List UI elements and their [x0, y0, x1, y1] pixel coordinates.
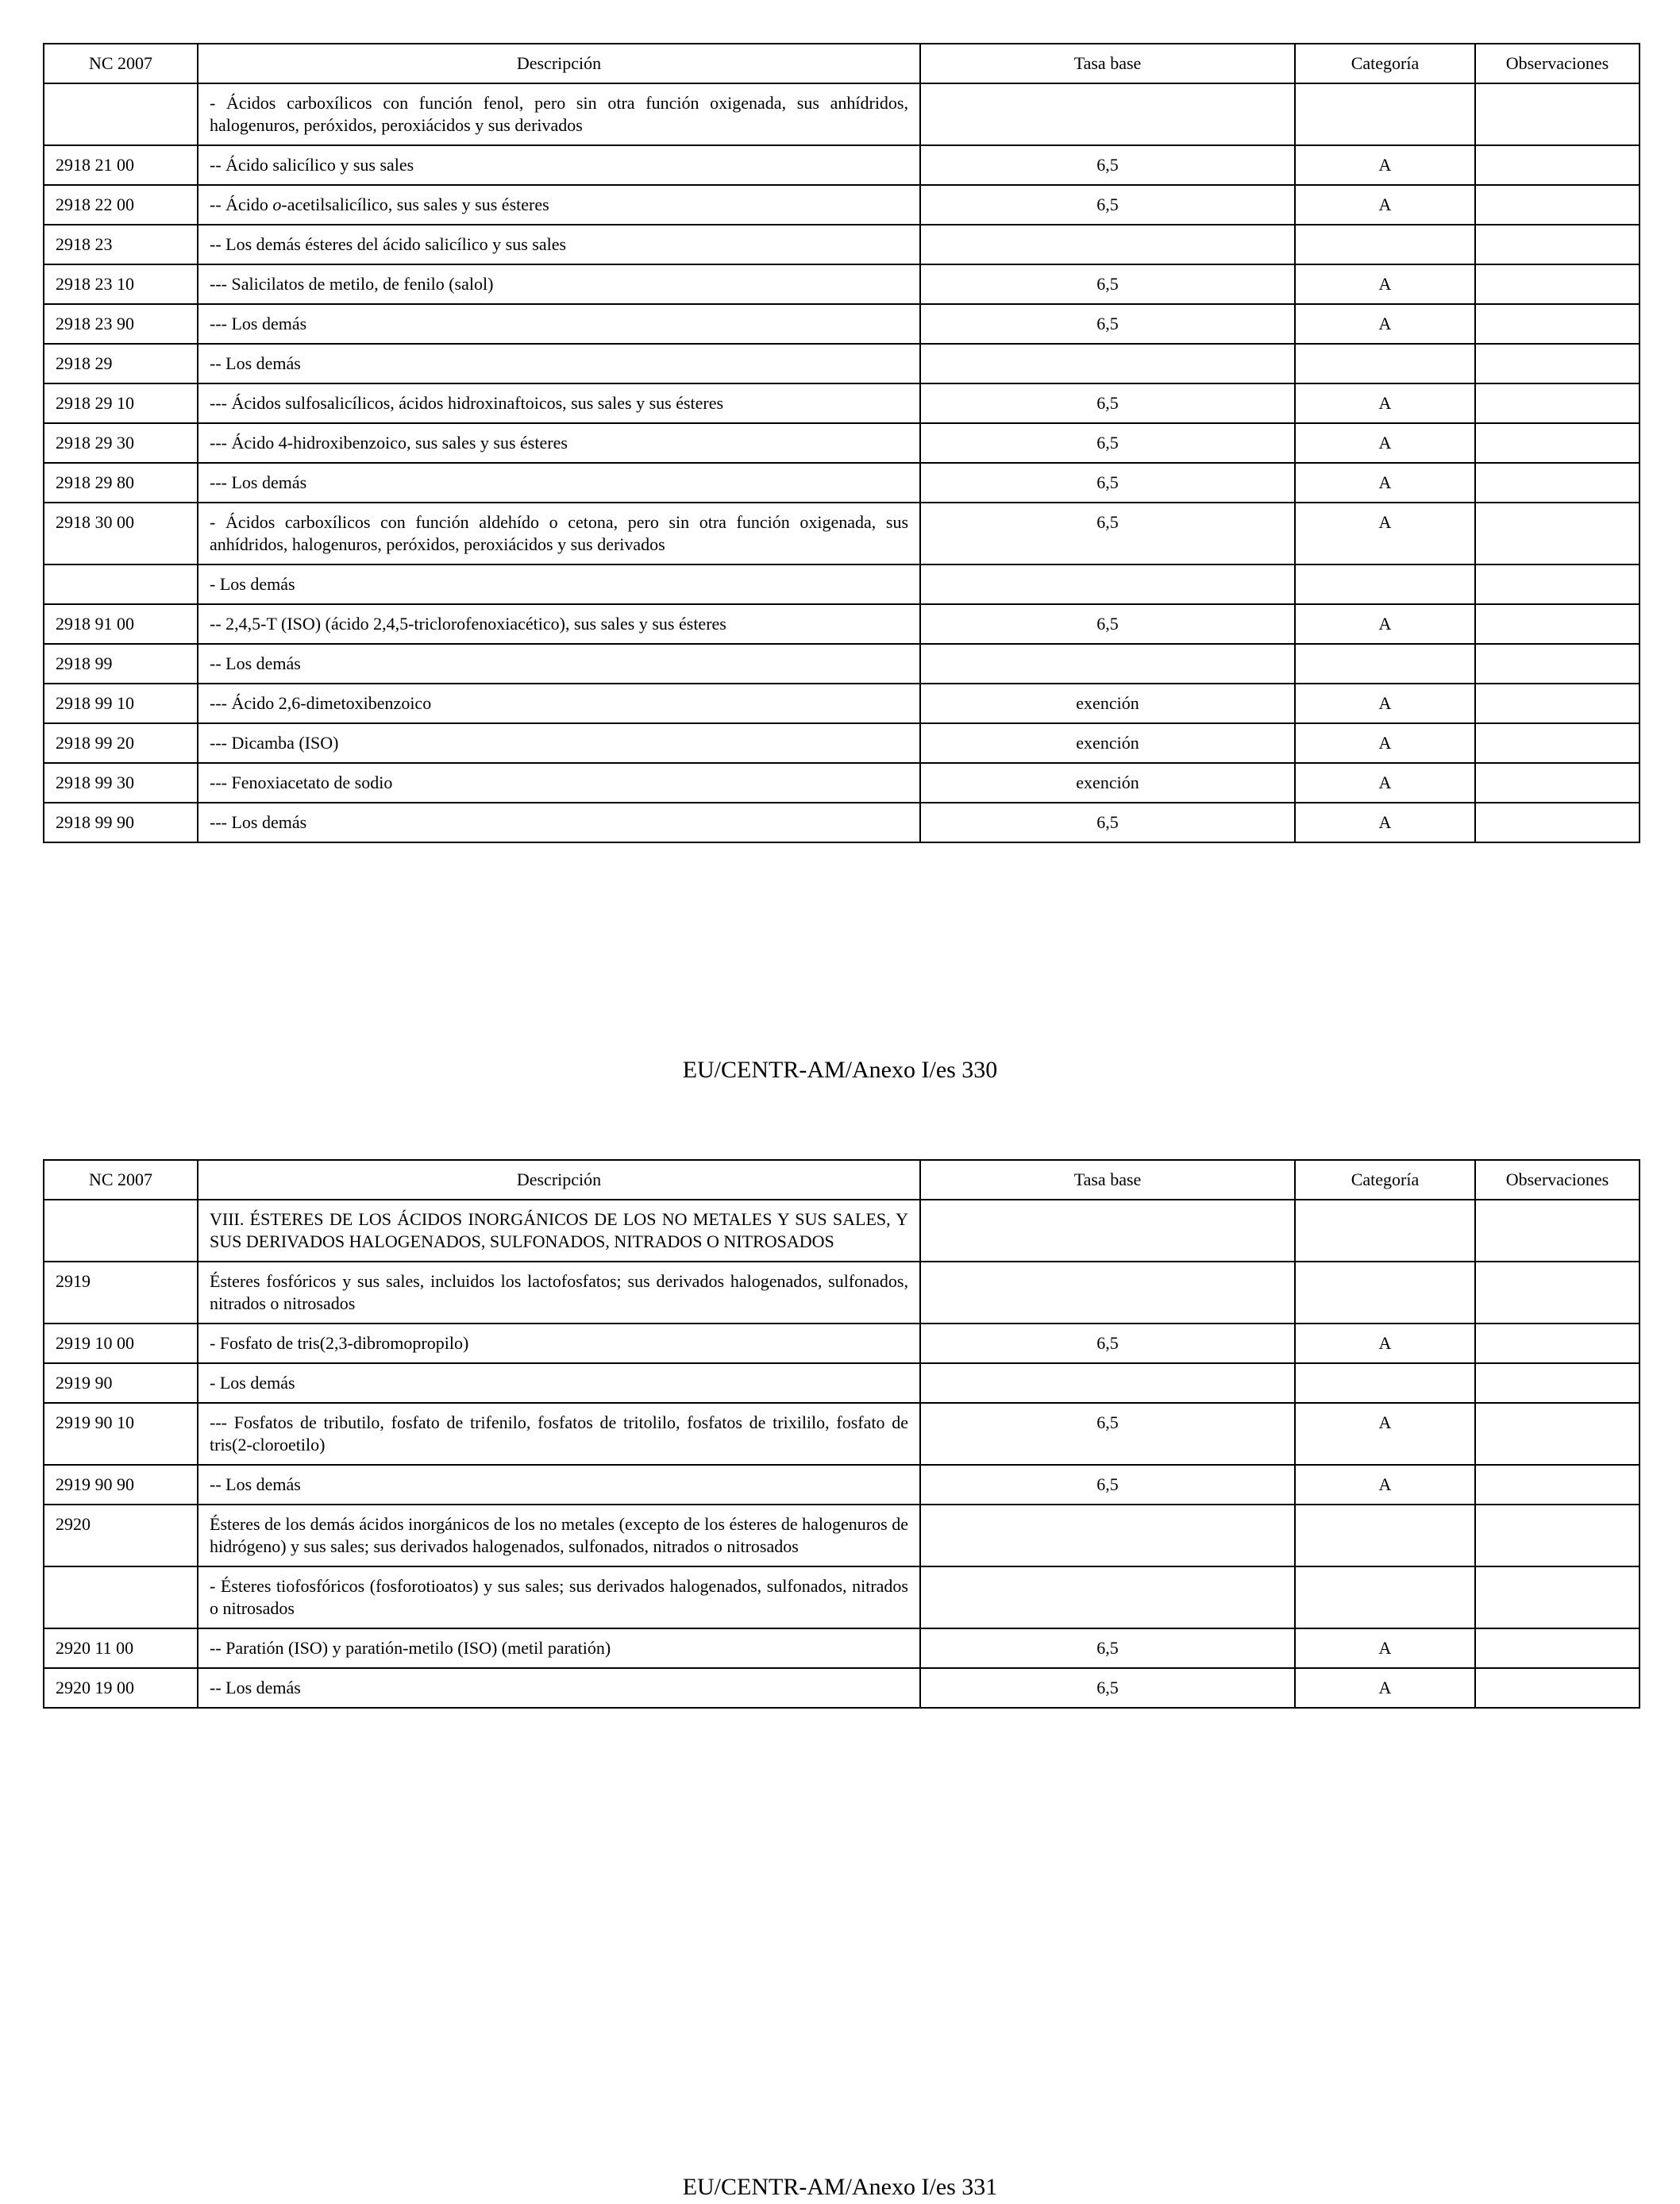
- category-cell: A: [1295, 383, 1475, 423]
- header-observations: Observaciones: [1475, 44, 1640, 83]
- observations-cell: [1475, 1262, 1640, 1324]
- base-rate-cell: [920, 1262, 1295, 1324]
- description-cell: -- Los demás: [198, 344, 920, 383]
- table-row: [44, 264, 1640, 304]
- description-cell: --- Ácido 2,6-dimetoxibenzoico: [198, 684, 920, 723]
- base-rate-cell: [920, 83, 1295, 145]
- observations-cell: [1475, 684, 1640, 723]
- table-row: [44, 145, 1640, 185]
- table-row: [44, 1465, 1640, 1505]
- description-cell: - Ácidos carboxílicos con función fenol, pero sin otra función oxigenada, sus anhídridos, halogenuros, peróxidos, peroxiácidos y sus derivados: [198, 83, 920, 145]
- observations-cell: [1475, 1363, 1640, 1403]
- category-cell: [1295, 1505, 1475, 1566]
- category-cell: [1295, 644, 1475, 684]
- description-cell: - Los demás: [198, 564, 920, 604]
- category-cell: [1295, 1200, 1475, 1262]
- description-cell: Ésteres fosfóricos y sus sales, incluidos los lactofosfatos; sus derivados halogenados, sulfonados, nitrados o nitrosados: [198, 1262, 920, 1324]
- nc-code-cell: 2918 29 30: [44, 423, 198, 463]
- base-rate-cell: [920, 564, 1295, 604]
- table-row: [44, 1363, 1640, 1403]
- category-cell: A: [1295, 423, 1475, 463]
- nc-code-cell: 2918 21 00: [44, 145, 198, 185]
- observations-cell: [1475, 644, 1640, 684]
- base-rate-cell: [920, 1505, 1295, 1566]
- description-cell: --- Salicilatos de metilo, de fenilo (salol): [198, 264, 920, 304]
- nc-code-cell: 2920 19 00: [44, 1668, 198, 1708]
- observations-cell: [1475, 803, 1640, 842]
- description-cell: -- Los demás: [198, 644, 920, 684]
- header-observations: Observaciones: [1475, 1160, 1640, 1200]
- nc-code-cell: [44, 1566, 198, 1628]
- category-cell: [1295, 1566, 1475, 1628]
- base-rate-cell: 6,5: [920, 1403, 1295, 1465]
- description-cell: -- Ácido salicílico y sus sales: [198, 145, 920, 185]
- category-cell: A: [1295, 1403, 1475, 1465]
- observations-cell: [1475, 604, 1640, 644]
- nc-code-cell: 2919: [44, 1262, 198, 1324]
- description-cell: - Los demás: [198, 1363, 920, 1403]
- description-cell: -- Ácido o-acetilsalicílico, sus sales y sus ésteres: [198, 185, 920, 225]
- table-row: [44, 1668, 1640, 1708]
- table-row: [44, 1505, 1640, 1566]
- nc-code-cell: 2919 90 10: [44, 1403, 198, 1465]
- base-rate-cell: 6,5: [920, 1324, 1295, 1363]
- base-rate-cell: 6,5: [920, 185, 1295, 225]
- base-rate-cell: [920, 1566, 1295, 1628]
- table-row: [44, 723, 1640, 763]
- description-cell: -- Los demás ésteres del ácido salicílico y sus sales: [198, 225, 920, 264]
- category-cell: A: [1295, 503, 1475, 564]
- description-cell: --- Los demás: [198, 304, 920, 344]
- observations-cell: [1475, 1200, 1640, 1262]
- table-row: [44, 344, 1640, 383]
- observations-cell: [1475, 1505, 1640, 1566]
- description-cell: --- Fenoxiacetato de sodio: [198, 763, 920, 803]
- header-base-rate: Tasa base: [920, 44, 1295, 83]
- description-cell: - Ésteres tiofosfóricos (fosforotioatos) y sus sales; sus derivados halogenados, sulfonados, nitrados o nitrosados: [198, 1566, 920, 1628]
- nc-code-cell: 2918 91 00: [44, 604, 198, 644]
- table-row: [44, 1566, 1640, 1628]
- table-row: [44, 225, 1640, 264]
- observations-cell: [1475, 763, 1640, 803]
- observations-cell: [1475, 564, 1640, 604]
- observations-cell: [1475, 264, 1640, 304]
- base-rate-cell: 6,5: [920, 423, 1295, 463]
- category-cell: [1295, 83, 1475, 145]
- category-cell: [1295, 344, 1475, 383]
- category-cell: A: [1295, 1324, 1475, 1363]
- table-row: [44, 564, 1640, 604]
- description-cell: -- Paratión (ISO) y paratión-metilo (ISO) (metil paratión): [198, 1628, 920, 1668]
- table-row: [44, 644, 1640, 684]
- nc-code-cell: 2918 29: [44, 344, 198, 383]
- table-row: [44, 383, 1640, 423]
- base-rate-cell: 6,5: [920, 1465, 1295, 1505]
- table-row: [44, 604, 1640, 644]
- tariff-table-page-331: [43, 1159, 1640, 1709]
- header-nc: NC 2007: [44, 44, 198, 83]
- observations-cell: [1475, 344, 1640, 383]
- base-rate-cell: 6,5: [920, 1668, 1295, 1708]
- observations-cell: [1475, 1566, 1640, 1628]
- category-cell: A: [1295, 1668, 1475, 1708]
- observations-cell: [1475, 304, 1640, 344]
- table-header-row: [44, 1160, 1640, 1200]
- base-rate-cell: [920, 344, 1295, 383]
- base-rate-cell: 6,5: [920, 264, 1295, 304]
- base-rate-cell: [920, 644, 1295, 684]
- description-cell: - Fosfato de tris(2,3-dibromopropilo): [198, 1324, 920, 1363]
- nc-code-cell: [44, 564, 198, 604]
- table-row: [44, 423, 1640, 463]
- table-row: [44, 763, 1640, 803]
- base-rate-cell: 6,5: [920, 803, 1295, 842]
- observations-cell: [1475, 723, 1640, 763]
- observations-cell: [1475, 1324, 1640, 1363]
- description-cell: --- Los demás: [198, 803, 920, 842]
- header-category: Categoría: [1295, 1160, 1475, 1200]
- table-body: [44, 1200, 1640, 1708]
- nc-code-cell: 2920: [44, 1505, 198, 1566]
- nc-code-cell: 2918 99: [44, 644, 198, 684]
- category-cell: [1295, 1363, 1475, 1403]
- table-row: [44, 503, 1640, 564]
- observations-cell: [1475, 185, 1640, 225]
- nc-code-cell: [44, 1200, 198, 1262]
- page-footer: EU/CENTR-AM/Anexo I/es 331: [682, 2174, 998, 2200]
- category-cell: A: [1295, 264, 1475, 304]
- nc-code-cell: 2918 29 80: [44, 463, 198, 503]
- table-row: [44, 1262, 1640, 1324]
- description-cell: VIII. ÉSTERES DE LOS ÁCIDOS INORGÁNICOS DE LOS NO METALES Y SUS SALES, Y SUS DERIVADOS HALOGENADOS, SULFONADOS, NITRADOS O NITROSADOS: [198, 1200, 920, 1262]
- nc-code-cell: 2918 22 00: [44, 185, 198, 225]
- observations-cell: [1475, 83, 1640, 145]
- observations-cell: [1475, 1668, 1640, 1708]
- description-cell: --- Ácidos sulfosalicílicos, ácidos hidroxinaftoicos, sus sales y sus ésteres: [198, 383, 920, 423]
- header-description: Descripción: [198, 44, 920, 83]
- category-cell: A: [1295, 684, 1475, 723]
- table-body: [44, 83, 1640, 842]
- description-cell: -- 2,4,5-T (ISO) (ácido 2,4,5-triclorofenoxiacético), sus sales y sus ésteres: [198, 604, 920, 644]
- base-rate-cell: [920, 1200, 1295, 1262]
- tariff-table-page-330: [43, 43, 1640, 843]
- observations-cell: [1475, 463, 1640, 503]
- base-rate-cell: exención: [920, 723, 1295, 763]
- description-cell: --- Los demás: [198, 463, 920, 503]
- base-rate-cell: exención: [920, 684, 1295, 723]
- observations-cell: [1475, 1403, 1640, 1465]
- description-cell: Ésteres de los demás ácidos inorgánicos de los no metales (excepto de los ésteres de halogenuros de hidrógeno) y sus sales; sus derivados halogenados, sulfonados, nitrados o nitrosados: [198, 1505, 920, 1566]
- observations-cell: [1475, 145, 1640, 185]
- table-row: [44, 1200, 1640, 1262]
- description-cell: --- Dicamba (ISO): [198, 723, 920, 763]
- description-cell: - Ácidos carboxílicos con función aldehído o cetona, pero sin otra función oxigenada, sus anhídridos, halogenuros, peróxidos, peroxiácidos y sus derivados: [198, 503, 920, 564]
- nc-code-cell: 2918 30 00: [44, 503, 198, 564]
- description-cell: --- Ácido 4-hidroxibenzoico, sus sales y sus ésteres: [198, 423, 920, 463]
- category-cell: [1295, 225, 1475, 264]
- base-rate-cell: 6,5: [920, 383, 1295, 423]
- nc-code-cell: 2918 23 90: [44, 304, 198, 344]
- base-rate-cell: [920, 225, 1295, 264]
- table-row: [44, 1628, 1640, 1668]
- base-rate-cell: 6,5: [920, 1628, 1295, 1668]
- category-cell: A: [1295, 145, 1475, 185]
- observations-cell: [1475, 423, 1640, 463]
- table-header-row: [44, 44, 1640, 83]
- table-row: [44, 684, 1640, 723]
- nc-code-cell: 2918 29 10: [44, 383, 198, 423]
- nc-code-cell: 2919 10 00: [44, 1324, 198, 1363]
- nc-code-cell: 2918 99 10: [44, 684, 198, 723]
- table-row: [44, 1324, 1640, 1363]
- nc-code-cell: 2918 99 30: [44, 763, 198, 803]
- category-cell: A: [1295, 463, 1475, 503]
- category-cell: [1295, 1262, 1475, 1324]
- nc-code-cell: 2919 90 90: [44, 1465, 198, 1505]
- nc-code-cell: 2918 99 20: [44, 723, 198, 763]
- description-cell: -- Los demás: [198, 1668, 920, 1708]
- category-cell: A: [1295, 185, 1475, 225]
- observations-cell: [1475, 1465, 1640, 1505]
- base-rate-cell: [920, 1363, 1295, 1403]
- table-row: [44, 185, 1640, 225]
- nc-code-cell: 2919 90: [44, 1363, 198, 1403]
- nc-code-cell: [44, 83, 198, 145]
- nc-code-cell: 2918 23: [44, 225, 198, 264]
- category-cell: A: [1295, 1465, 1475, 1505]
- base-rate-cell: 6,5: [920, 304, 1295, 344]
- header-category: Categoría: [1295, 44, 1475, 83]
- base-rate-cell: 6,5: [920, 503, 1295, 564]
- nc-code-cell: 2918 23 10: [44, 264, 198, 304]
- header-base-rate: Tasa base: [920, 1160, 1295, 1200]
- table-row: [44, 463, 1640, 503]
- observations-cell: [1475, 1628, 1640, 1668]
- category-cell: A: [1295, 803, 1475, 842]
- category-cell: A: [1295, 1628, 1475, 1668]
- observations-cell: [1475, 383, 1640, 423]
- nc-code-cell: 2920 11 00: [44, 1628, 198, 1668]
- category-cell: A: [1295, 604, 1475, 644]
- header-nc: NC 2007: [44, 1160, 198, 1200]
- category-cell: A: [1295, 723, 1475, 763]
- category-cell: [1295, 564, 1475, 604]
- table-row: [44, 304, 1640, 344]
- header-description: Descripción: [198, 1160, 920, 1200]
- category-cell: A: [1295, 763, 1475, 803]
- base-rate-cell: exención: [920, 763, 1295, 803]
- description-cell: --- Fosfatos de tributilo, fosfato de trifenilo, fosfatos de tritolilo, fosfatos de trixililo, fosfato de tris(2-cloroetilo): [198, 1403, 920, 1465]
- base-rate-cell: 6,5: [920, 604, 1295, 644]
- observations-cell: [1475, 225, 1640, 264]
- table-row: [44, 1403, 1640, 1465]
- category-cell: A: [1295, 304, 1475, 344]
- nc-code-cell: 2918 99 90: [44, 803, 198, 842]
- table-row: [44, 803, 1640, 842]
- base-rate-cell: 6,5: [920, 463, 1295, 503]
- description-cell: -- Los demás: [198, 1465, 920, 1505]
- observations-cell: [1475, 503, 1640, 564]
- page-footer: EU/CENTR-AM/Anexo I/es 330: [682, 1057, 998, 1083]
- base-rate-cell: 6,5: [920, 145, 1295, 185]
- table-row: [44, 83, 1640, 145]
